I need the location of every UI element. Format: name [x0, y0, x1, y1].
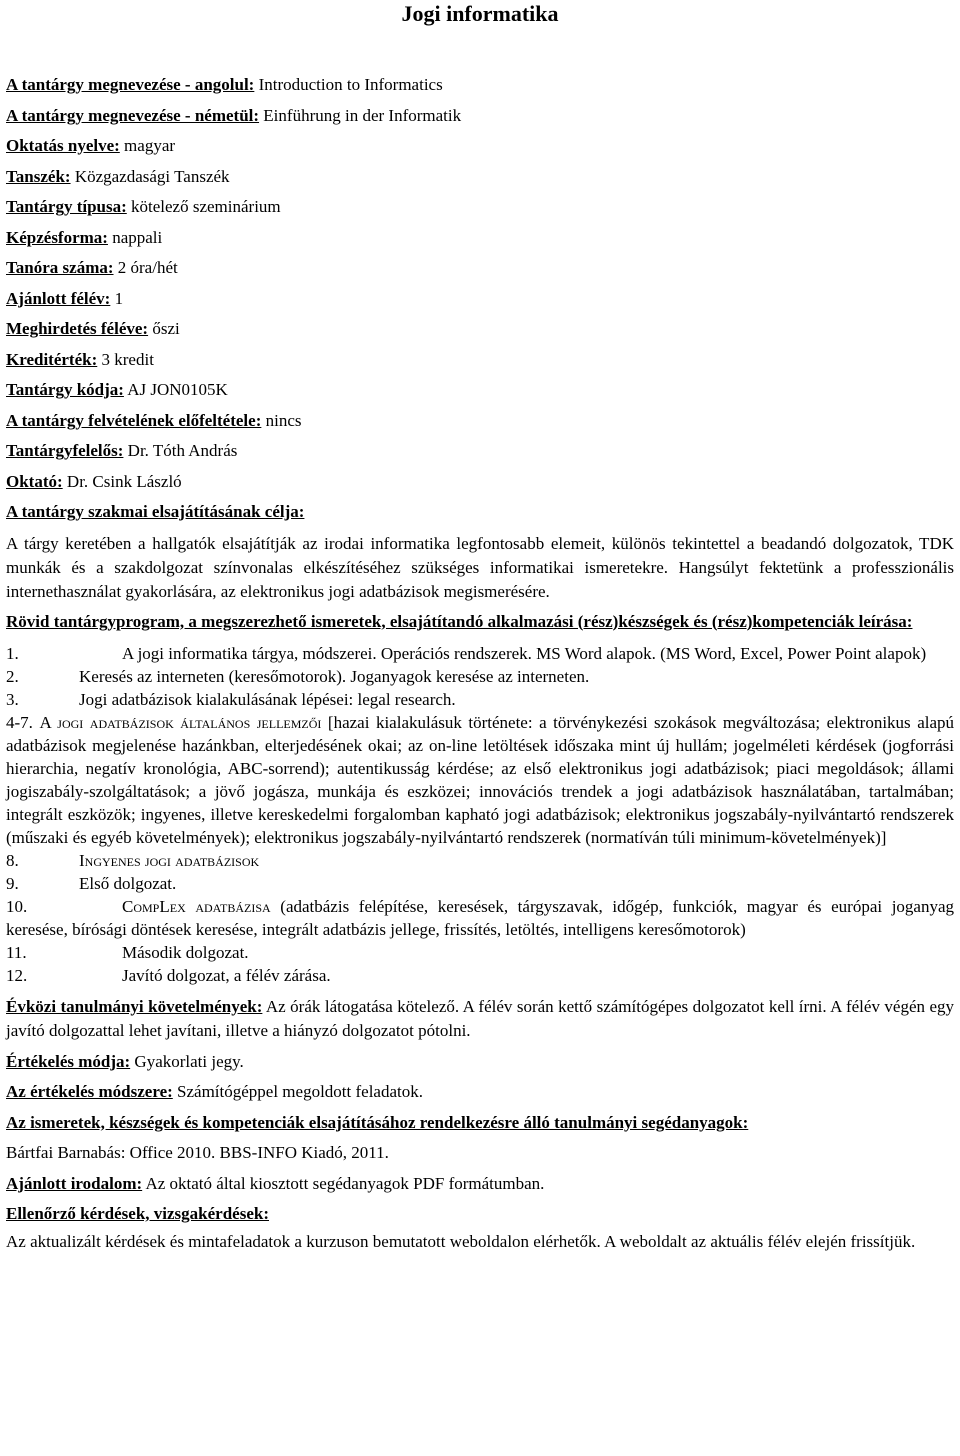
meta-value: nincs — [265, 410, 302, 430]
method-value: Számítógéppel megoldott feladatok. — [177, 1082, 423, 1101]
method-label: Az értékelés módszere: — [6, 1082, 173, 1101]
program-heading: Rövid tantárgyprogram, a megszerezhető ismeretek, elsajátítandó alkalmazási (rész)készségek és (rész)kompetenciák leírása: — [6, 611, 913, 631]
meta-value: Einführung in der Informatik — [263, 105, 462, 125]
item-text: A jogi informatika tárgya, módszerei. Operációs rendszerek. MS Word alapok. (MS Word, Excel, Power Point alapok) — [122, 643, 927, 663]
method-row — [6, 1077, 954, 1108]
meta-value: 3 kredit — [101, 349, 154, 369]
meta-value: nappali — [112, 227, 163, 247]
meta-label: Tanóra száma: — [6, 258, 114, 277]
list-item — [6, 964, 954, 987]
meta-row-announced — [6, 314, 954, 345]
literature-label: Ajánlott irodalom: — [6, 1173, 143, 1193]
meta-label: Oktatás nyelve: — [6, 136, 120, 155]
meta-label: Tantárgy típusa: — [6, 197, 127, 216]
literature-value: Az oktató által kiosztott segédanyagok PDF formátumban. — [145, 1173, 545, 1193]
list-item — [6, 688, 954, 711]
meta-row-german — [6, 101, 954, 132]
item-heading: CompLex adatbázisa — [122, 896, 271, 916]
meta-label: Kreditérték: — [6, 349, 98, 369]
literature-row — [6, 1169, 954, 1200]
meta-label: Tanszék: — [6, 166, 71, 186]
list-item — [6, 642, 954, 665]
item-text: Jogi adatbázisok kialakulásának lépései: legal research. — [79, 689, 456, 709]
meta-value: Közgazdasági Tanszék — [74, 166, 230, 186]
goal-heading: A tantárgy szakmai elsajátításának célja: — [6, 502, 305, 521]
meta-row-code — [6, 375, 954, 406]
evaluation-label: Értékelés módja: — [6, 1051, 131, 1071]
item-number: 12. — [6, 965, 28, 985]
list-item — [6, 872, 954, 895]
materials-heading: Az ismeretek, készségek és kompetenciák elsajátításához rendelkezésre álló tanulmányi segédanyagok: — [6, 1112, 749, 1132]
meta-row-responsible — [6, 436, 954, 467]
meta-value: 1 — [114, 288, 124, 308]
page-title: Jogi informatika — [401, 1, 559, 26]
item-number: 8. — [6, 850, 19, 870]
meta-label: Tantárgy kódja: — [6, 380, 124, 399]
meta-label: Meghirdetés féléve: — [6, 319, 149, 338]
item-text: Második dolgozat. — [122, 942, 249, 962]
questions-value: Az aktualizált kérdések és mintafeladatok a kurzuson bemutatott weboldalon elérhetők. A weboldalt az aktuális félév elején frissítjük. — [6, 1231, 916, 1251]
program-list — [6, 642, 954, 987]
meta-value: Dr. Tóth András — [127, 441, 238, 460]
item-number: 1. — [6, 643, 19, 663]
list-item — [6, 665, 954, 688]
evaluation-value: Gyakorlati jegy. — [134, 1051, 244, 1071]
course-meta — [6, 70, 954, 497]
meta-row-credit — [6, 345, 954, 376]
item-text: [hazai kialakulásuk története: a törvénykezési szokások megváltozása; elektronikus alapú adatbázisok megjelenése hazánkban, elterjedésének okai; az on-line letöltések időszaka mint új hullám; jogelméleti kérdések (jogforrási hierarchia, negatív kronológia, ABC-sorrend); autentikusság kérdése; az első elektronikus jogi adatbázisok; piaci megoldások; állami jogiszabály-szolgáltatások; a jövő jogásza, munkája és eszközei; innovációs trendek a jogi adatbázisok használatában, tartalmában; integrált eszközök; ingyenes, illetve kereskedelmi forgalomban kapható jogi adatbázisok; elektronikus jogszabály-nyilvántartó rendszerek (műszaki és egyéb követelmények); elektronikus jogszabály-nyilvántartó rendszerek (normatíván túli minimum-követelmények)] — [6, 712, 955, 847]
meta-row-english — [6, 70, 954, 101]
item-heading: A jogi adatbázisok általános jellemzői — [39, 712, 322, 732]
meta-value: AJ JON0105K — [127, 380, 228, 399]
item-number: 11. — [6, 942, 27, 962]
item-text: (adatbázis felépítése, keresések, tárgyszavak, időgép, funkciók, magyar és európai joganyag keresése, bírósági döntések keresése, integrált adatbázis jellege, frissítés, letöltés, intelligens keresőmotorok) — [6, 896, 955, 939]
item-number: 2. — [6, 666, 19, 686]
list-item — [6, 849, 954, 872]
meta-row-language — [6, 131, 954, 162]
meta-row-type — [6, 192, 954, 223]
meta-value: kötelező szeminárium — [131, 197, 281, 216]
item-text: Első dolgozat. — [79, 873, 177, 893]
item-text: Javító dolgozat, a félév zárása. — [122, 965, 331, 985]
meta-value: magyar — [124, 136, 176, 155]
meta-label: A tantárgy felvételének előfeltétele: — [6, 410, 262, 430]
item-number: 10. — [6, 896, 28, 916]
meta-label: Oktató: — [6, 471, 63, 491]
meta-value: Dr. Csink László — [66, 471, 182, 491]
item-number: 9. — [6, 873, 19, 893]
list-item — [6, 941, 954, 964]
list-item — [6, 895, 954, 941]
requirements-label: Évközi tanulmányi követelmények: — [6, 996, 263, 1016]
requirements-text: Az órák látogatása kötelező. A félév során kettő számítógépes dolgozatot kell írni. A félév végén egy javító dolgozattal lehet javítani, illetve a hiányzó dolgozatot pótolni. — [6, 996, 955, 1040]
meta-label: Képzésforma: — [6, 227, 108, 247]
meta-label: Tantárgyfelelős: — [6, 441, 124, 460]
materials-value: Bártfai Barnabás: Office 2010. BBS-INFO Kiadó, 2011. — [6, 1143, 389, 1162]
item-text: Keresés az interneten (keresőmotorok). Joganyagok keresése az interneten. — [79, 666, 590, 686]
evaluation-row — [6, 1047, 954, 1078]
item-number: 4-7. — [6, 712, 33, 732]
meta-value: őszi — [152, 319, 180, 338]
meta-value: 2 óra/hét — [117, 258, 178, 277]
meta-label: Ajánlott félév: — [6, 288, 111, 308]
item-text: Ingyenes jogi adatbázisok — [79, 850, 260, 870]
item-number: 3. — [6, 689, 19, 709]
meta-label: A tantárgy megnevezése - németül: — [6, 105, 260, 125]
requirements-section — [6, 995, 954, 1043]
meta-row-hours — [6, 253, 954, 284]
list-item — [6, 711, 954, 849]
goal-text: A tárgy keretében a hallgatók elsajátítják az irodai informatika legfontosabb elemeit, különös tekintettel a beadandó dolgozatok, TDK munkák és a szakdolgozat színvonalas elkészítéséhez szükséges informatikai ismeretekre. Hangsúlyt fektetünk a professzionális internethasználat gyakorlására, az elektronikus jogi adatbázisok megismerésére. — [6, 533, 954, 601]
meta-row-prerequisite — [6, 406, 954, 437]
meta-label: A tantárgy megnevezése - angolul: — [6, 75, 255, 94]
meta-row-department — [6, 162, 954, 193]
questions-heading: Ellenőrző kérdések, vizsgakérdések: — [6, 1204, 269, 1223]
meta-value: Introduction to Informatics — [258, 75, 443, 94]
meta-row-form — [6, 223, 954, 254]
meta-row-instructor — [6, 467, 954, 498]
meta-row-semester — [6, 284, 954, 315]
